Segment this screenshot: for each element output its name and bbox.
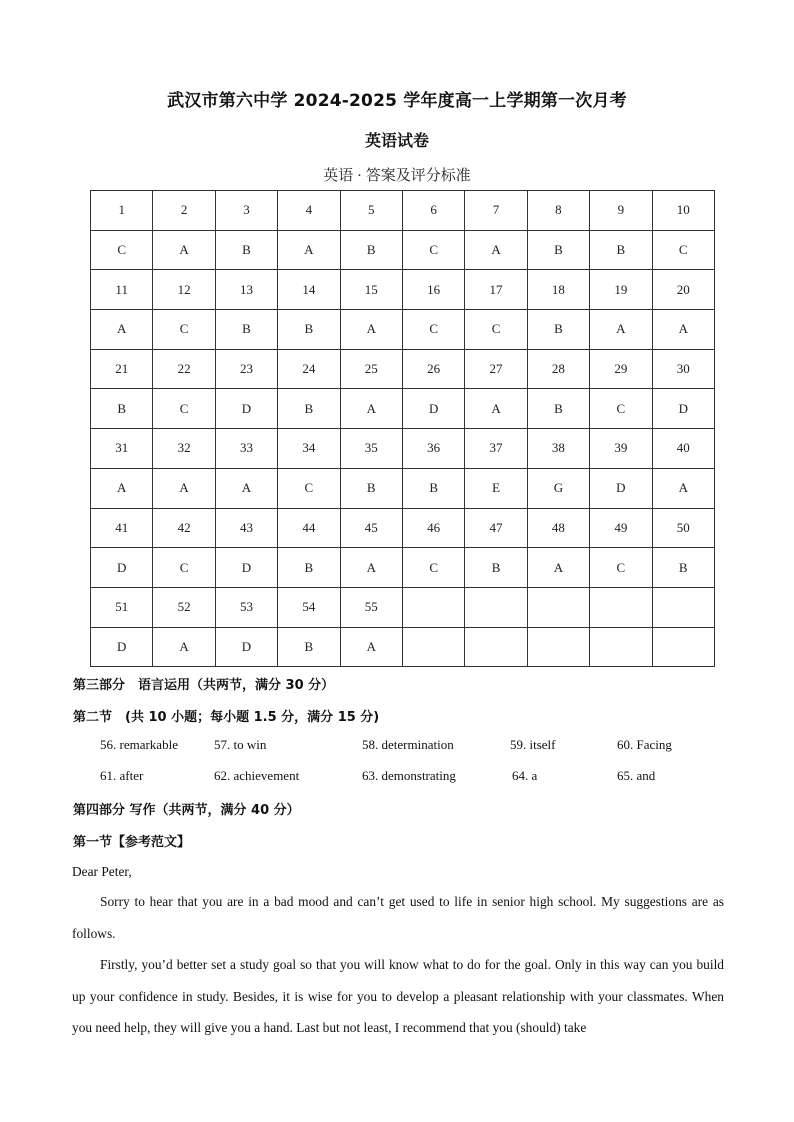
answer-cell: A [153,230,215,270]
answer-cell: E [465,468,527,508]
answer-cell: A [153,627,215,667]
question-number-cell: 18 [527,270,589,310]
question-number-cell: 5 [340,191,402,231]
answer-row [91,230,715,270]
answer-cell: B [278,389,340,429]
question-number-cell: 39 [590,429,652,469]
fill-answer: 65. and [617,768,656,783]
question-number-cell: 44 [278,508,340,548]
letter-paragraph-1: Sorry to hear that you are in a bad mood and can’t get used to life in senior high school. My suggestions are as follows. [72,894,724,941]
question-number-cell: 17 [465,270,527,310]
question-number-cell: 51 [91,587,153,627]
answer-cell: A [465,230,527,270]
question-number-cell: 53 [215,587,277,627]
question-number-cell: 52 [153,587,215,627]
fill-answer: 63. demonstrating [362,768,456,783]
question-number-cell: 30 [652,349,714,389]
question-number-row [91,429,715,469]
answer-row [91,627,715,667]
answer-cell: C [402,310,464,350]
part4-section1-heading: 第一节【参考范文】 [73,835,191,850]
answer-cell: A [340,627,402,667]
question-number-cell: 4 [278,191,340,231]
answer-cell: C [590,548,652,588]
answer-cell: B [91,389,153,429]
question-number-cell: 33 [215,429,277,469]
answer-cell: D [91,627,153,667]
answer-cell: C [153,389,215,429]
answer-cell: B [278,548,340,588]
answer-cell: C [153,310,215,350]
question-number-cell: 26 [402,349,464,389]
answer-cell: A [527,548,589,588]
answer-cell: C [278,468,340,508]
answer-cell: D [215,389,277,429]
question-number-cell: 7 [465,191,527,231]
question-number-cell [465,587,527,627]
question-number-cell [652,587,714,627]
question-number-cell [527,587,589,627]
letter-salutation: Dear Peter, [72,864,132,879]
fill-answer: 62. achievement [214,768,300,783]
answer-cell: B [465,548,527,588]
question-number-cell: 16 [402,270,464,310]
question-number-cell: 50 [652,508,714,548]
question-number-cell [402,587,464,627]
question-number-row [91,270,715,310]
answer-cell [402,627,464,667]
question-number-cell: 35 [340,429,402,469]
fill-answer: 58. determination [362,737,454,752]
question-number-cell: 21 [91,349,153,389]
answer-cell: B [278,310,340,350]
fill-answer: 60. Facing [617,737,672,752]
fill-answer: 64. a [512,768,538,783]
question-number-cell: 46 [402,508,464,548]
answer-cell: A [652,310,714,350]
answer-cell: D [652,389,714,429]
exam-title: 武汉市第六中学 2024-2025 学年度高一上学期第一次月考 [167,91,627,111]
question-number-cell: 49 [590,508,652,548]
question-number-cell: 48 [527,508,589,548]
answer-cell: B [590,230,652,270]
part4-heading: 第四部分 写作（共两节，满分 40 分） [73,803,300,818]
answer-cell: G [527,468,589,508]
question-number-cell: 47 [465,508,527,548]
answer-row [91,310,715,350]
question-number-cell: 8 [527,191,589,231]
question-number-cell: 36 [402,429,464,469]
answer-cell: A [153,468,215,508]
answer-cell: D [402,389,464,429]
question-number-cell: 24 [278,349,340,389]
answer-cell: A [340,548,402,588]
answer-cell [590,627,652,667]
fill-answer: 61. after [100,768,144,783]
question-number-cell: 25 [340,349,402,389]
answer-cell: A [340,389,402,429]
answer-cell: C [590,389,652,429]
answer-cell: A [590,310,652,350]
question-number-cell: 9 [590,191,652,231]
question-number-cell: 42 [153,508,215,548]
question-number-row [91,349,715,389]
question-number-cell: 2 [153,191,215,231]
question-number-cell: 20 [652,270,714,310]
answer-row [91,468,715,508]
part3-section2-heading: 第二节 (共 10 小题；每小题 1.5 分，满分 15 分) [73,710,380,725]
answer-cell [527,627,589,667]
question-number-cell: 54 [278,587,340,627]
question-number-cell: 38 [527,429,589,469]
answer-cell: B [527,389,589,429]
question-number-cell: 37 [465,429,527,469]
fill-answer: 57. to win [214,737,267,752]
question-number-cell: 10 [652,191,714,231]
question-number-cell: 34 [278,429,340,469]
question-number-cell: 3 [215,191,277,231]
answer-cell: C [652,230,714,270]
answer-cell: B [402,468,464,508]
question-number-cell: 28 [527,349,589,389]
question-number-cell: 27 [465,349,527,389]
question-number-cell: 13 [215,270,277,310]
answer-cell: C [402,548,464,588]
answer-cell: B [215,310,277,350]
question-number-cell: 43 [215,508,277,548]
answer-cell: A [465,389,527,429]
question-number-cell: 45 [340,508,402,548]
answer-cell: A [91,310,153,350]
part3-heading: 第三部分 语言运用（共两节，满分 30 分） [73,678,335,693]
answer-cell: C [153,548,215,588]
question-number-cell: 19 [590,270,652,310]
answer-cell: C [91,230,153,270]
question-number-cell: 11 [91,270,153,310]
answer-cell: A [340,310,402,350]
question-number-cell: 23 [215,349,277,389]
answer-row [91,548,715,588]
answer-cell: A [215,468,277,508]
answer-cell: A [652,468,714,508]
answer-cell: D [91,548,153,588]
question-number-cell: 40 [652,429,714,469]
answer-cell: B [278,627,340,667]
answer-row [91,389,715,429]
question-number-cell: 55 [340,587,402,627]
letter-paragraph-2: Firstly, you’d better set a study goal so that you will know what to do for the goal. Only in this way can you build up your confidence in study. Besides, it is wise for you to develop a pleasant relationship with your classmates. When you need help, they will give you a hand. Last but not least, I recommend that you (should) take [72,957,724,1035]
answer-cell: D [215,627,277,667]
question-number-cell: 31 [91,429,153,469]
answer-cell: B [340,230,402,270]
fill-answer: 59. itself [510,737,556,752]
answer-cell: C [465,310,527,350]
question-number-cell: 15 [340,270,402,310]
question-number-cell: 12 [153,270,215,310]
question-number-cell: 14 [278,270,340,310]
question-number-row [91,587,715,627]
question-number-cell: 6 [402,191,464,231]
exam-subtitle: 英语试卷 [364,131,429,150]
question-number-cell: 41 [91,508,153,548]
question-number-cell: 1 [91,191,153,231]
answer-cell: B [215,230,277,270]
answer-cell: B [527,230,589,270]
answer-cell [465,627,527,667]
question-number-cell: 32 [153,429,215,469]
answer-cell: C [402,230,464,270]
answer-table [90,190,715,667]
answer-key-caption: 英语 · 答案及评分标准 [323,168,471,184]
answer-cell: A [91,468,153,508]
answer-cell: B [340,468,402,508]
question-number-cell: 22 [153,349,215,389]
answer-cell: A [278,230,340,270]
fill-answer: 56. remarkable [100,737,178,752]
question-number-cell: 29 [590,349,652,389]
answer-cell: B [652,548,714,588]
answer-cell: B [527,310,589,350]
answer-cell: D [215,548,277,588]
question-number-row [91,191,715,231]
question-number-cell [590,587,652,627]
question-number-row [91,508,715,548]
answer-cell [652,627,714,667]
answer-cell: D [590,468,652,508]
